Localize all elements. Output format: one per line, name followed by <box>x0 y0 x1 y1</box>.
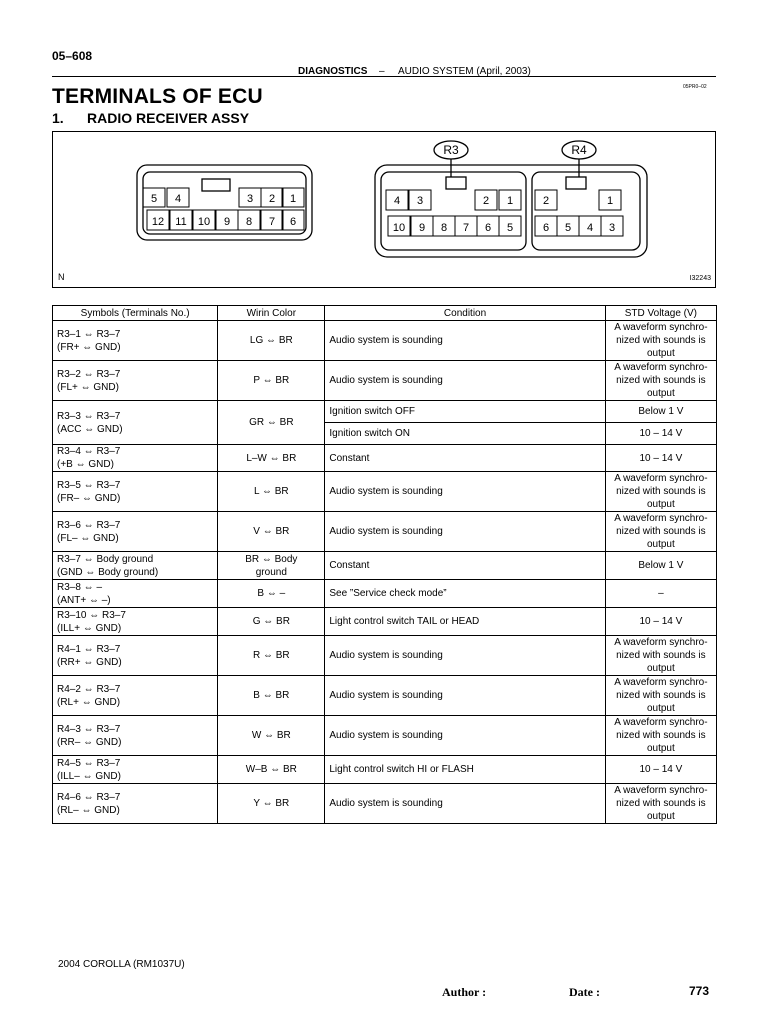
symbol-cell <box>53 552 218 580</box>
voltage-text: A waveform synchro- <box>614 473 708 484</box>
symbol-text: R4–6 ⇔ R3–7 <box>57 791 121 803</box>
voltage-text: A waveform synchro- <box>614 717 708 728</box>
symbol-cell <box>53 756 218 784</box>
header-condition: Condition <box>325 306 605 321</box>
table-row <box>53 472 717 512</box>
std-voltage-cell <box>605 608 716 636</box>
pin-number: 1 <box>606 195 614 207</box>
condition-cell: Light control switch TAIL or HEAD <box>325 608 605 636</box>
subsection-title: RADIO RECEIVER ASSY <box>87 110 250 126</box>
condition-cell: Light control switch HI or FLASH <box>325 756 605 784</box>
terminals-table <box>52 305 717 824</box>
std-voltage-cell <box>605 716 716 756</box>
wire-color-cell <box>218 552 325 580</box>
wire-color-cell <box>218 321 325 361</box>
symbol-cell <box>53 445 218 472</box>
std-voltage-cell <box>605 784 716 824</box>
wire-color-cell <box>218 716 325 756</box>
pin-number: 9 <box>223 216 231 228</box>
symbol-text: (RR+ ⇔ GND) <box>57 656 122 668</box>
condition-cell: Audio system is sounding <box>325 512 605 552</box>
table-row <box>53 608 717 636</box>
symbol-text: R3–3 ⇔ R3–7 <box>57 410 121 422</box>
wire-color-text: W–B ⇔ BR <box>245 764 297 775</box>
symbol-text: R3–10 ⇔ R3–7 <box>57 609 126 621</box>
condition-cell: Constant <box>325 445 605 472</box>
wire-color-text: L–W ⇔ BR <box>246 452 297 464</box>
page-number: 05–608 <box>52 49 93 63</box>
symbol-text: (RR– ⇔ GND) <box>57 736 122 748</box>
table-row <box>53 361 717 401</box>
wire-color-text: V ⇔ BR <box>253 526 290 537</box>
condition-cell: Ignition switch OFF <box>325 401 605 423</box>
r3-label: R3 <box>443 143 459 157</box>
page-title: TERMINALS OF ECU <box>52 85 263 108</box>
pin-number: 3 <box>246 193 254 205</box>
voltage-text: A waveform synchro- <box>614 785 708 796</box>
voltage-text: A waveform synchro- <box>614 513 708 524</box>
pin-number: 7 <box>462 222 470 234</box>
pin-number: 10 <box>197 216 211 228</box>
symbol-text: (FL– ⇔ GND) <box>57 532 119 544</box>
wire-color-cell <box>218 445 325 472</box>
footer-model: 2004 COROLLA (RM1037U) <box>58 959 185 970</box>
condition-cell: Audio system is sounding <box>325 676 605 716</box>
std-voltage-cell <box>605 756 716 784</box>
wire-color-cell <box>218 580 325 608</box>
symbol-text: R4–2 ⇔ R3–7 <box>57 683 121 695</box>
symbol-text: (ANT+ ⇔ –) <box>57 594 111 606</box>
wire-color-cell <box>218 472 325 512</box>
std-voltage-cell <box>605 512 716 552</box>
symbol-text: R3–8 ⇔ – <box>57 581 103 593</box>
symbol-cell <box>53 676 218 716</box>
footer-page-number: 773 <box>689 984 710 998</box>
r4-key <box>566 177 586 189</box>
connector-diagram <box>53 132 715 287</box>
wire-color-cell <box>218 756 325 784</box>
symbol-text: (ILL– ⇔ GND) <box>57 770 121 782</box>
wire-color-text: L ⇔ BR <box>254 486 289 497</box>
header-section: DIAGNOSTICS <box>298 66 368 77</box>
wire-color-text: ground <box>255 566 287 578</box>
table-row <box>53 552 717 580</box>
subsection-number: 1. <box>52 110 64 126</box>
condition-cell: Audio system is sounding <box>325 784 605 824</box>
table-row <box>53 784 717 824</box>
symbol-cell <box>53 716 218 756</box>
header-symbols: Symbols (Terminals No.) <box>53 306 218 321</box>
voltage-text: nized with sounds is <box>616 730 706 741</box>
symbol-text: (RL+ ⇔ GND) <box>57 696 121 708</box>
header-wire-color: Wirin Color <box>218 306 325 321</box>
condition-cell: Constant <box>325 552 605 580</box>
table-row <box>53 676 717 716</box>
symbol-text: R4–5 ⇔ R3–7 <box>57 757 121 769</box>
symbol-text: R3–5 ⇔ R3–7 <box>57 479 121 491</box>
header-std-voltage: STD Voltage (V) <box>605 306 716 321</box>
symbol-text: R4–3 ⇔ R3–7 <box>57 723 121 735</box>
pin-number: 8 <box>440 222 448 234</box>
condition-cell: Audio system is sounding <box>325 716 605 756</box>
header-rule <box>52 76 716 77</box>
voltage-text: nized with sounds is <box>616 650 706 661</box>
std-voltage-cell <box>605 472 716 512</box>
symbol-text: (ILL+ ⇔ GND) <box>57 622 122 634</box>
r3-connector-frame <box>381 172 526 250</box>
wire-color-text: B ⇔ BR <box>253 690 290 701</box>
symbol-text: R3–7 ⇔ Body ground <box>57 553 154 565</box>
table-row <box>53 716 717 756</box>
voltage-text: nized with sounds is <box>616 335 706 346</box>
pin-number: 1 <box>289 193 297 205</box>
connector-figure <box>52 131 716 288</box>
symbol-cell <box>53 784 218 824</box>
voltage-text: output <box>646 539 675 550</box>
voltage-text: A waveform synchro- <box>614 322 708 333</box>
symbol-cell <box>53 580 218 608</box>
voltage-text: nized with sounds is <box>616 375 706 386</box>
wire-color-text: BR ⇔ Body <box>245 553 298 565</box>
wire-color-text: LG ⇔ BR <box>249 335 293 346</box>
document-code: 05PR0–02 <box>683 84 707 90</box>
voltage-text: 10 – 14 V <box>639 616 683 627</box>
table-header-row <box>53 306 717 321</box>
symbol-text: R3–6 ⇔ R3–7 <box>57 519 121 531</box>
symbol-cell <box>53 321 218 361</box>
wire-color-text: P ⇔ BR <box>253 375 290 386</box>
voltage-text: nized with sounds is <box>616 486 706 497</box>
voltage-text: output <box>646 348 675 359</box>
wire-color-cell <box>218 784 325 824</box>
figure-id: I32243 <box>689 275 711 282</box>
wire-color-cell <box>218 608 325 636</box>
pin-number: 2 <box>268 193 276 205</box>
symbol-cell <box>53 608 218 636</box>
condition-cell: Audio system is sounding <box>325 361 605 401</box>
std-voltage-cell <box>605 552 716 580</box>
wire-color-text: R ⇔ BR <box>252 650 290 661</box>
symbol-cell <box>53 472 218 512</box>
pin-number: 1 <box>506 195 514 207</box>
symbol-text: (GND ⇔ Body ground) <box>57 566 159 578</box>
header-dash: – <box>379 66 385 77</box>
condition-cell: Ignition switch ON <box>325 423 605 445</box>
symbol-text: R3–1 ⇔ R3–7 <box>57 328 121 340</box>
pin-number: 2 <box>482 195 490 207</box>
condition-cell: Audio system is sounding <box>325 472 605 512</box>
r4-label: R4 <box>571 143 587 157</box>
std-voltage-cell <box>605 445 716 472</box>
voltage-text: output <box>646 499 675 510</box>
pin-number: 5 <box>150 193 158 205</box>
condition-cell: Audio system is sounding <box>325 636 605 676</box>
r3-key <box>446 177 466 189</box>
voltage-text: output <box>646 703 675 714</box>
symbol-cell <box>53 512 218 552</box>
voltage-text: output <box>646 811 675 822</box>
pin-number: 6 <box>484 222 492 234</box>
std-voltage-cell <box>605 423 716 445</box>
wire-color-cell <box>218 512 325 552</box>
wire-color-cell <box>218 636 325 676</box>
voltage-text: Below 1 V <box>638 406 684 417</box>
wire-color-cell <box>218 361 325 401</box>
pin-number: 10 <box>392 222 406 234</box>
std-voltage-cell <box>605 401 716 423</box>
std-voltage-cell <box>605 636 716 676</box>
pin-number: 9 <box>418 222 426 234</box>
voltage-text: A waveform synchro- <box>614 362 708 373</box>
symbol-text: (RL– ⇔ GND) <box>57 804 120 816</box>
symbol-cell <box>53 636 218 676</box>
pin-number: 5 <box>506 222 514 234</box>
pin-number: 5 <box>564 222 572 234</box>
wire-color-text: B ⇔ – <box>257 588 286 599</box>
table-row <box>53 512 717 552</box>
pin-number: 6 <box>542 222 550 234</box>
pin-number: 4 <box>393 195 401 207</box>
voltage-text: nized with sounds is <box>616 798 706 809</box>
std-voltage-cell <box>605 321 716 361</box>
std-voltage-cell <box>605 361 716 401</box>
symbol-text: (ACC ⇔ GND) <box>57 423 123 435</box>
figure-corner-letter: N <box>58 272 65 282</box>
wire-color-text: G ⇔ BR <box>252 616 290 627</box>
left-connector-housing <box>137 165 312 240</box>
voltage-text: – <box>658 588 664 599</box>
table-row <box>53 756 717 784</box>
pin-number: 4 <box>174 193 182 205</box>
table-row <box>53 401 717 423</box>
pin-number: 8 <box>245 216 253 228</box>
symbol-text: R4–1 ⇔ R3–7 <box>57 643 121 655</box>
pin-number: 6 <box>289 216 297 228</box>
footer-author-label: Author : <box>442 985 487 999</box>
symbol-cell <box>53 401 218 445</box>
voltage-text: A waveform synchro- <box>614 677 708 688</box>
pin-number: 3 <box>608 222 616 234</box>
voltage-text: 10 – 14 V <box>639 428 683 439</box>
voltage-text: output <box>646 743 675 754</box>
voltage-text: 10 – 14 V <box>639 452 683 464</box>
table-row <box>53 321 717 361</box>
symbol-text: (FR+ ⇔ GND) <box>57 341 121 353</box>
wire-color-text: GR ⇔ BR <box>249 417 294 428</box>
wire-color-cell <box>218 401 325 445</box>
voltage-text: A waveform synchro- <box>614 637 708 648</box>
left-connector-key <box>202 179 230 191</box>
symbol-text: (FR– ⇔ GND) <box>57 492 121 504</box>
pin-number: 3 <box>416 195 424 207</box>
wire-color-cell <box>218 676 325 716</box>
std-voltage-cell <box>605 676 716 716</box>
voltage-text: Below 1 V <box>638 560 684 571</box>
header-subsection: AUDIO SYSTEM (April, 2003) <box>398 66 531 77</box>
wire-color-text: Y ⇔ BR <box>253 798 290 809</box>
voltage-text: output <box>646 663 675 674</box>
symbol-text: (+B ⇔ GND) <box>57 459 114 470</box>
table-row <box>53 580 717 608</box>
std-voltage-cell <box>605 580 716 608</box>
condition-cell: See ”Service check mode” <box>325 580 605 608</box>
symbol-text: (FL+ ⇔ GND) <box>57 381 119 393</box>
r3-r4-housing <box>375 165 647 257</box>
voltage-text: output <box>646 388 675 399</box>
table-row <box>53 636 717 676</box>
symbol-text: R3–2 ⇔ R3–7 <box>57 368 121 380</box>
pin-number: 7 <box>268 216 276 228</box>
voltage-text: nized with sounds is <box>616 690 706 701</box>
voltage-text: 10 – 14 V <box>639 764 683 775</box>
pin-number: 12 <box>151 216 165 228</box>
footer-date-label: Date : <box>569 985 600 999</box>
wire-color-text: W ⇔ BR <box>251 730 291 741</box>
symbol-text: R3–4 ⇔ R3–7 <box>57 446 121 457</box>
pin-number: 4 <box>586 222 594 234</box>
table-row <box>53 445 717 472</box>
voltage-text: nized with sounds is <box>616 526 706 537</box>
pin-number: 2 <box>542 195 550 207</box>
symbol-cell <box>53 361 218 401</box>
condition-cell: Audio system is sounding <box>325 321 605 361</box>
pin-number: 11 <box>175 216 187 228</box>
